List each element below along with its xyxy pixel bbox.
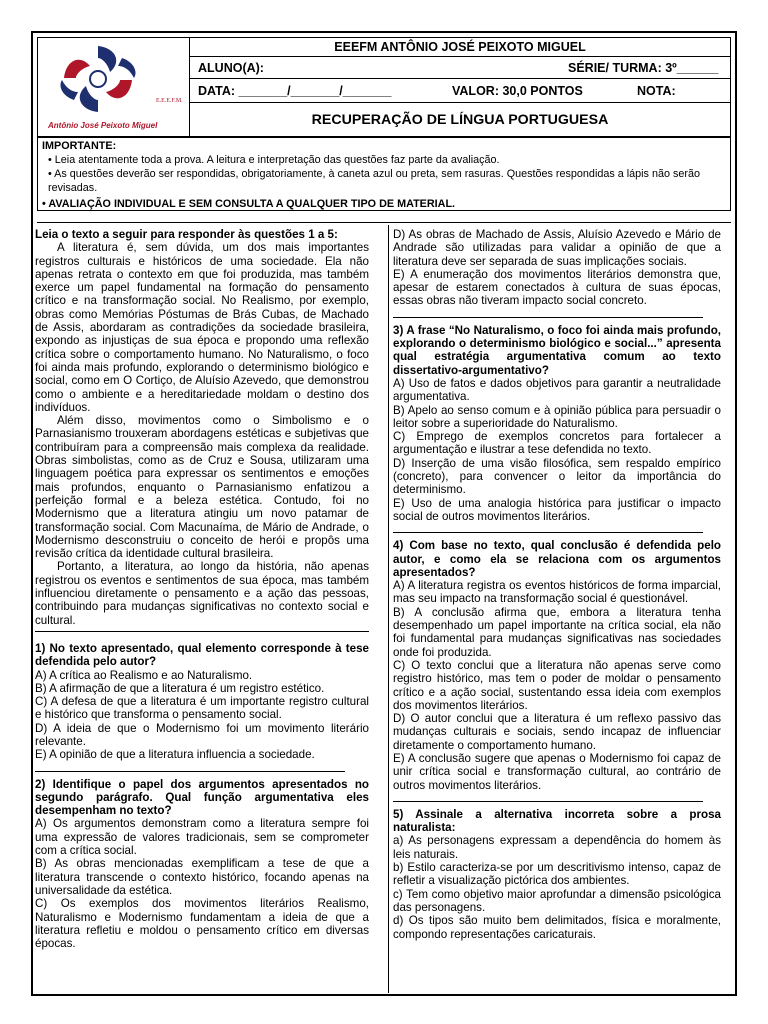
option[interactable]: D) O autor conclui que a literatura é um reflexo passivo das mudanças culturais e sociais, sendo incapaz de influenciar diretamente o comportamento humano. bbox=[393, 712, 721, 752]
option[interactable]: B) As obras mencionadas exemplificam a tese de que a literatura transcende o contexto histórico, focando apenas na universalidade da estética. bbox=[35, 857, 369, 897]
option[interactable]: C) A defesa de que a literatura é um importante registro cultural e histórico que transforma o pensamento social. bbox=[35, 695, 369, 722]
option[interactable]: E) A opinião de que a literatura influencia a sociedade. bbox=[35, 748, 315, 762]
school-logo bbox=[38, 38, 190, 136]
logo-emblem-icon bbox=[38, 38, 188, 136]
option[interactable]: D) As obras de Machado de Assis, Aluísio Azevedo e Mário de Andrade são utilizadas para validar a opinião de que a literatura deve ser separada de suas implicações sociais. bbox=[393, 228, 721, 268]
date-row bbox=[190, 79, 730, 103]
divider bbox=[35, 771, 345, 772]
text-paragraph: Portanto, a literatura, ao longo da história, não apenas registrou os eventos e sentimentos de sua época, mas também influenciou diretamente o pensamento e a ação das pessoas, contribuindo para mudanças significativas no contexto social e cultural. bbox=[35, 560, 369, 627]
class-field[interactable]: SÉRIE/ TURMA: 3º______ bbox=[568, 61, 719, 75]
column-divider bbox=[388, 225, 389, 993]
option[interactable]: B) A conclusão afirma que, embora a literatura tenha desempenhado um papel importante na crítica social, ela não foi fundamental para mudanças significativas nas sociedades onde foi produzida. bbox=[393, 605, 721, 659]
option[interactable]: a) As personagens expressam a dependência do homem às leis naturais. bbox=[393, 834, 721, 861]
question-3: 3) A frase “No Naturalismo, o foco foi ainda mais profundo, explorando o determinismo biológico e social...” apresenta qual estratégia argumentativa comum ao texto dissertativo-argumentativo? bbox=[393, 323, 721, 377]
title-row bbox=[190, 103, 730, 136]
left-column bbox=[35, 228, 369, 950]
question-5: 5) Assinale a alternativa incorreta sobre a prosa naturalista: bbox=[393, 807, 721, 835]
option[interactable]: d) Os tipos são muito bem delimitados, física e moralmente, compondo representações caricaturais. bbox=[393, 914, 721, 941]
option[interactable]: C) Os exemplos dos movimentos literários Realismo, Naturalismo e Modernismo fundamentam a ideia de que a literatura refletiu e moldou o pensamento crítico em diversas épocas. bbox=[35, 897, 369, 951]
option[interactable]: A) Os argumentos demonstram como a literatura sempre foi uma expressão de valores tradicionais, sem se comprometer com a crítica social. bbox=[35, 817, 369, 858]
option[interactable]: E) A enumeração dos movimentos literários demonstra que, apesar de estarem conectados à cultura de suas épocas, essas obras não tiveram impacto social concreto. bbox=[393, 267, 721, 308]
exam-title: RECUPERAÇÃO DE LÍNGUA PORTUGUESA bbox=[311, 112, 609, 128]
option[interactable]: A) A crítica ao Realismo e ao Naturalismo. bbox=[35, 668, 253, 682]
instruction-item: • As questões deverão ser respondidas, obrigatoriamente, à caneta azul ou preta, sem rasuras. Questões respondidas a lápis não serão revisadas. bbox=[48, 168, 700, 194]
option[interactable]: B) A afirmação de que a literatura é um registro estético. bbox=[35, 681, 325, 695]
option[interactable]: A) Uso de fatos e dados objetivos para garantir a neutralidade argumentativa. bbox=[393, 376, 721, 404]
question-4: 4) Com base no texto, qual conclusão é defendida pelo autor, e como ela se relaciona com os argumentos apresentados? bbox=[393, 539, 721, 579]
option[interactable]: c) Tem como objetivo maior aprofundar a dimensão psicológica das personagens. bbox=[393, 887, 721, 914]
option[interactable]: D) Inserção de uma visão filosófica, sem respaldo empírico (concreto), para convencer o leitor da importância do determinismo. bbox=[393, 456, 721, 497]
divider bbox=[393, 317, 703, 318]
divider bbox=[37, 222, 731, 223]
option[interactable]: E) A conclusão sugere que apenas o Modernismo foi capaz de unir crítica social e transformação cultural, ao contrário de outros movimentos literários. bbox=[393, 751, 721, 792]
date-field[interactable]: DATA: _______/_______/_______ bbox=[198, 84, 392, 98]
option[interactable]: A) A literatura registra os eventos históricos de forma imparcial, mas seu impacto na transformação social é questionável. bbox=[393, 579, 721, 606]
option[interactable]: B) Apelo ao senso comum e à opinião pública para persuadir o leitor sobre a superioridade do Naturalismo. bbox=[393, 403, 721, 430]
divider bbox=[393, 801, 703, 802]
option[interactable]: C) O texto conclui que a literatura não apenas serve como registro histórico, mas tem o poder de moldar o pensamento crítico e a ação social, sustentando essa ideia com exemplos dos movimentos literários. bbox=[393, 658, 721, 712]
option[interactable]: C) Emprego de exemplos concretos para fortalecer a argumentação e ilustrar a tese defendida no texto. bbox=[393, 430, 721, 457]
school-name: EEEFM ANTÔNIO JOSÉ PEIXOTO MIGUEL bbox=[334, 40, 586, 54]
instructions-box bbox=[37, 137, 731, 211]
divider bbox=[35, 631, 369, 632]
instructions-heading: IMPORTANTE: bbox=[42, 140, 117, 152]
text-paragraph: Além disso, movimentos como o Simbolismo e o Parnasianismo trouxeram abordagens estéticas e subjetivas que contribuíram para a compreensão mais complexa da realidade. Obras simbolistas, como as de Cruz e Sousa, utilizaram uma linguagem poética para expressar os sentimentos e emoções mais profundos, enquanto o Parnasianismo enfatizou a perfeição formal e a beleza estética. Contudo, foi no Modernismo que a literatura atingiu um novo patamar de transformação social. Com Macunaíma, de Mário de Andrade, o Modernismo desconstruiu o conceito de herói e propôs uma revisão crítica da identidade cultural brasileira. bbox=[35, 414, 369, 561]
student-row bbox=[190, 57, 730, 79]
score-value: VALOR: 30,0 PONTOS bbox=[452, 84, 583, 98]
student-name-field[interactable]: ALUNO(A): bbox=[198, 61, 264, 75]
svg-text:E.E.E.F.M.: E.E.E.F.M. bbox=[156, 98, 183, 104]
question-2: 2) Identifique o papel dos argumentos apresentados no segundo parágrafo. Qual função argumentativa eles desempenham no texto? bbox=[35, 777, 369, 818]
school-name-row bbox=[190, 38, 730, 57]
text-paragraph: A literatura é, sem dúvida, um dos mais importantes registros culturais e históricos de uma sociedade. Ela não apenas retrata o contexto em que foi produzida, mas também exerce um papel fundamental na formação do pensamento crítico e na transformação social. No Realismo, por exemplo, obras como Memórias Póstumas de Brás Cubas, de Machado de Assis, abordaram as contradições da sociedade brasileira, expondo as injustiças de sua época e propondo uma reflexão crítica sobre o comportamento humano. No Naturalismo, o foco foi ainda mais profundo, explorando o determinismo biológico e social, como em O Cortiço, de Aluísio Azevedo, que demonstrou como o ambiente e a hereditariedade moldam o destino dos indivíduos. bbox=[35, 241, 369, 414]
svg-text:Antônio José Peixoto Miguel: Antônio José Peixoto Miguel bbox=[48, 121, 158, 130]
question-1: 1) No texto apresentado, qual elemento corresponde à tese defendida pelo autor? bbox=[35, 641, 369, 669]
text-intro: Leia o texto a seguir para responder às questões 1 a 5: bbox=[35, 228, 338, 241]
right-column bbox=[393, 228, 721, 941]
divider bbox=[393, 532, 703, 533]
option[interactable]: E) Uso de uma analogia histórica para justificar o impacto social de outros movimentos literários. bbox=[393, 496, 721, 523]
instruction-item: • AVALIAÇÃO INDIVIDUAL E SEM CONSULTA A QUALQUER TIPO DE MATERIAL. bbox=[42, 198, 456, 210]
option[interactable]: D) A ideia de que o Modernismo foi um movimento literário relevante. bbox=[35, 721, 369, 748]
option[interactable]: b) Estilo caracteriza-se por um descritivismo intenso, capaz de refletir a visualização pictórica dos ambientes. bbox=[393, 861, 721, 888]
grade-field[interactable]: NOTA: bbox=[637, 84, 676, 98]
exam-header bbox=[37, 37, 731, 137]
instruction-item: • Leia atentamente toda a prova. A leitura e interpretação das questões faz parte da avaliação. bbox=[48, 154, 500, 166]
